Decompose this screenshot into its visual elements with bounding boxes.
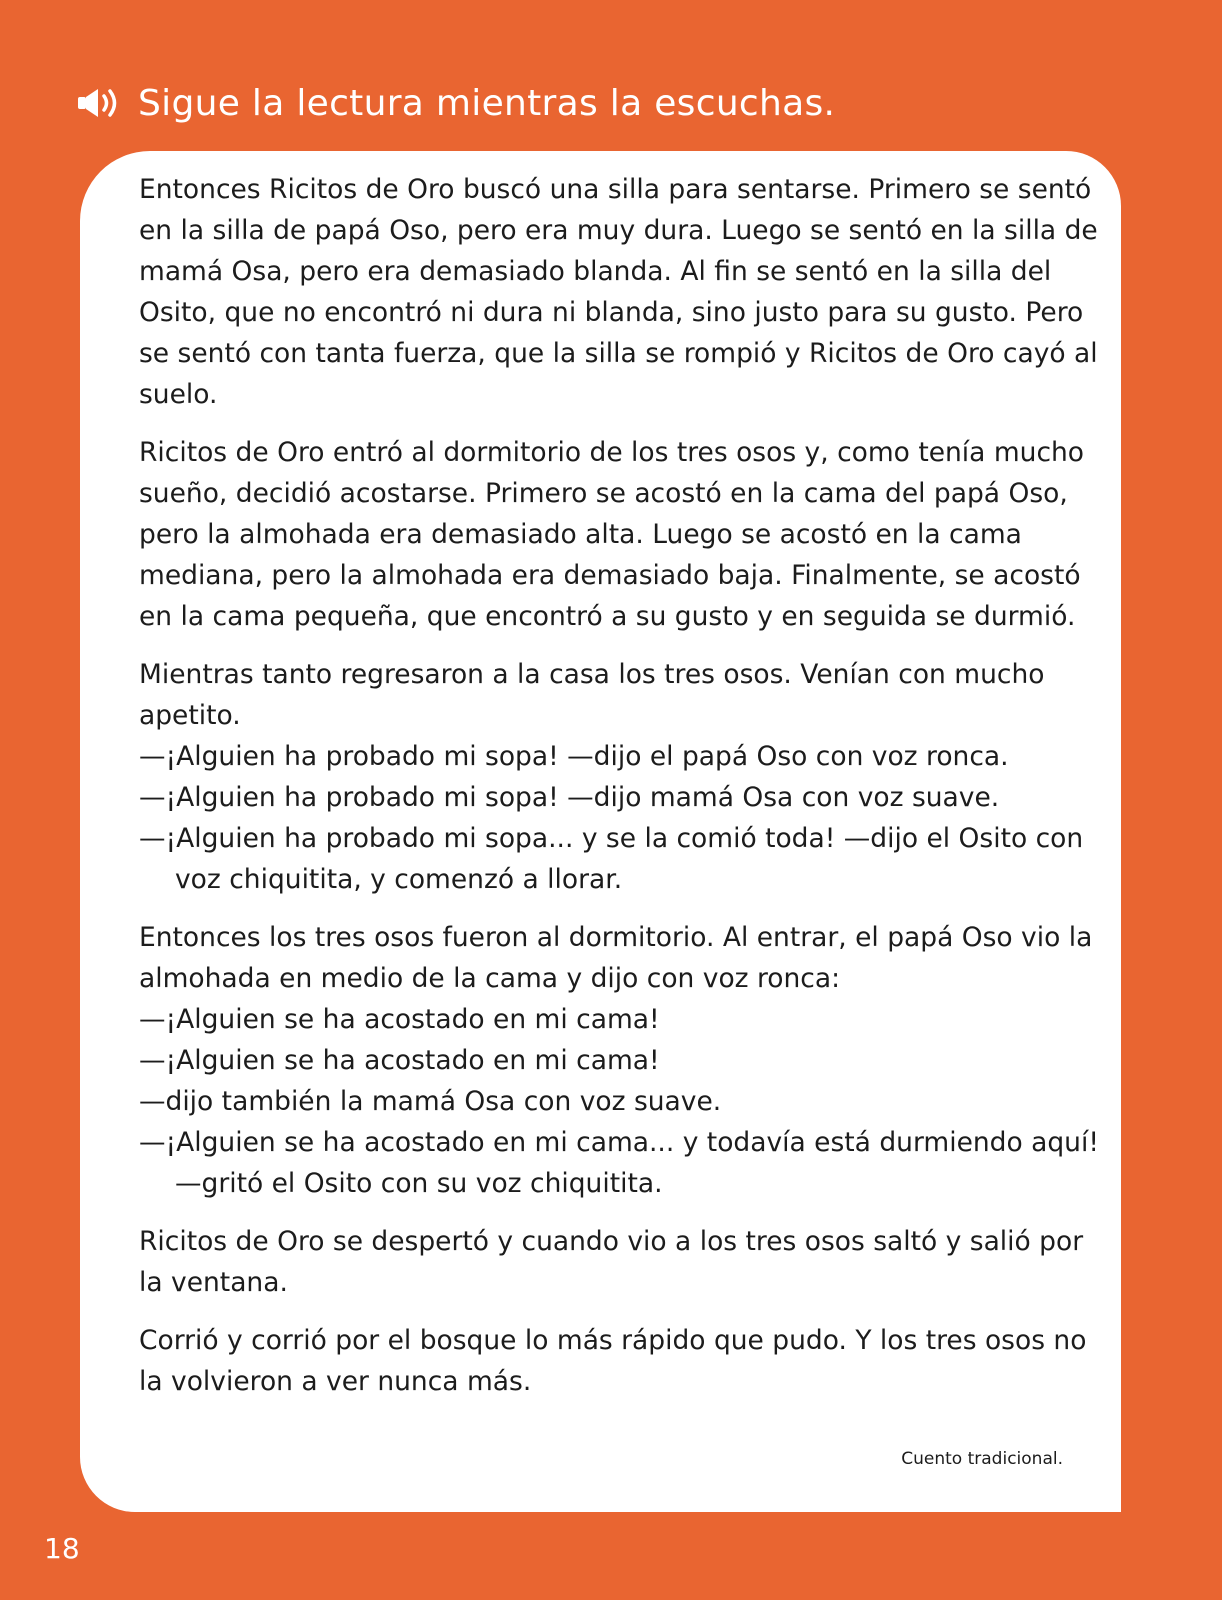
story-paragraph: Entonces los tres osos fueron al dormitorio. Al entrar, el papá Oso vio la almohada en medio de la cama y dijo con voz ronca: [139, 922, 1093, 994]
story-paragraph: Corrió y corrió por el bosque lo más rápido que pudo. Y los tres osos no la volvieron a ver nunca más. [139, 1325, 1087, 1397]
speaker-icon[interactable] [76, 86, 126, 120]
dialogue-line: —¡Alguien se ha acostado en mi cama! [139, 1045, 660, 1076]
dialogue-line: —¡Alguien se ha acostado en mi cama! [139, 1004, 660, 1035]
dialogue-line: —¡Alguien ha probado mi sopa... y se la comió toda! —dijo el Osito con voz chiquitita, y comenzó a llorar. [139, 823, 1084, 895]
dialogue-line: —¡Alguien ha probado mi sopa! —dijo el papá Oso con voz ronca. [139, 741, 1009, 772]
dialogue-line: —¡Alguien ha probado mi sopa! —dijo mamá Osa con voz suave. [139, 782, 1000, 813]
story-text [139, 169, 1099, 1419]
story-paragraph: Ricitos de Oro se despertó y cuando vio a los tres osos saltó y salió por la ventana. [139, 1226, 1084, 1298]
instruction-text: Sigue la lectura mientras la escuchas. [138, 82, 836, 124]
story-card [80, 151, 1121, 1512]
story-paragraph: Entonces Ricitos de Oro buscó una silla para sentarse. Primero se sentó en la silla de papá Oso, pero era muy dura. Luego se sentó en la silla de mamá Osa, pero era demasiado blanda. Al fin se sentó en la silla del Osito, que no encontró ni dura ni blanda, sino justo para su gusto. Pero se sentó con tanta fuerza, que la silla se rompió y Ricitos de Oro cayó al suelo. [139, 174, 1098, 410]
instruction-header [76, 78, 835, 128]
dialogue-line: —dijo también la mamá Osa con voz suave. [139, 1086, 722, 1117]
story-paragraph: Mientras tanto regresaron a la casa los tres osos. Venían con mucho apetito. [139, 659, 1045, 731]
page-number: 18 [44, 1532, 80, 1565]
source-credit: Cuento tradicional. [901, 1449, 1063, 1469]
dialogue-line: —¡Alguien se ha acostado en mi cama... y todavía está durmiendo aquí! —gritó el Osito con su voz chiquitita. [139, 1127, 1099, 1199]
story-paragraph: Ricitos de Oro entró al dormitorio de los tres osos y, como tenía mucho sueño, decidió acostarse. Primero se acostó en la cama del papá Oso, pero la almohada era demasiado alta. Luego se acostó en la cama mediana, pero la almohada era demasiado baja. Finalmente, se acostó en la cama pequeña, que encontró a su gusto y en seguida se durmió. [139, 437, 1085, 632]
